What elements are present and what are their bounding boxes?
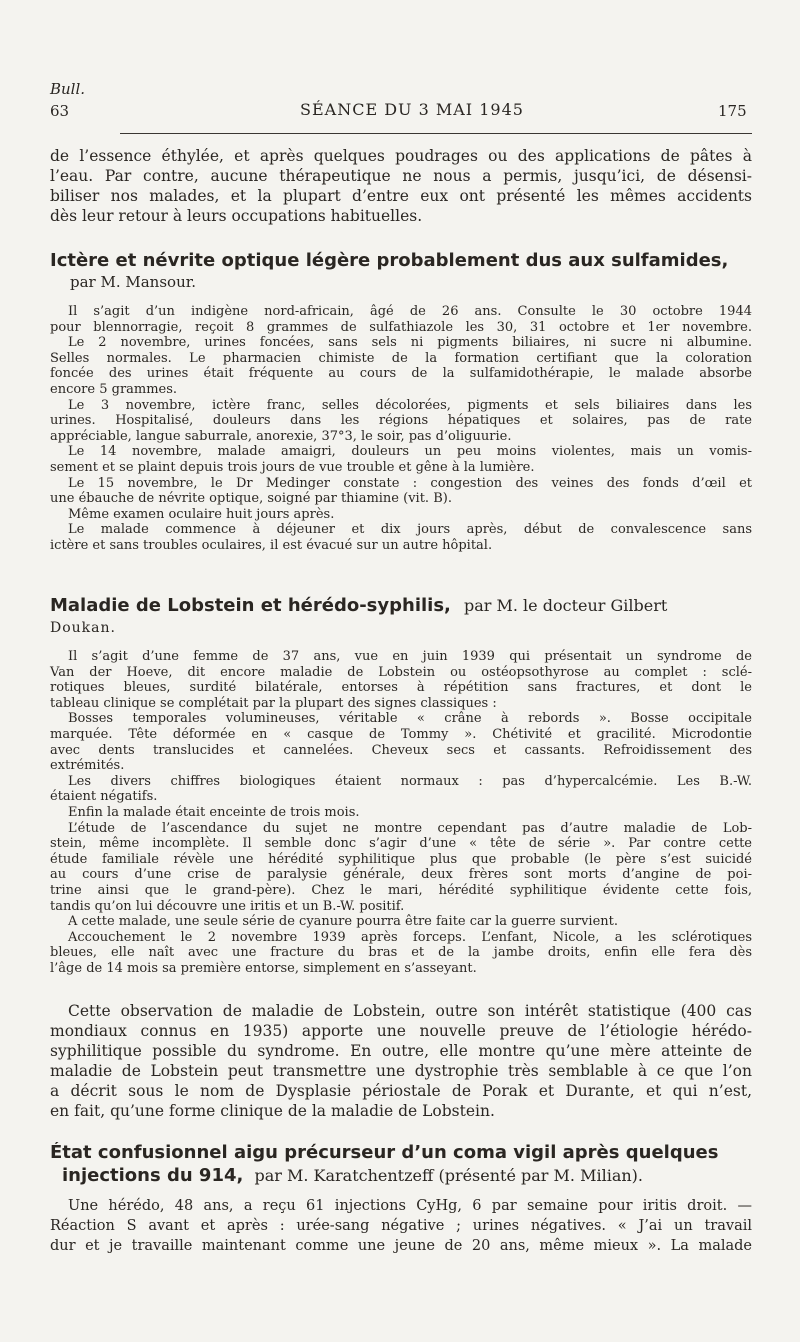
text-line: A cette malade, une seule série de cyanure pourra être faite car la guerre survient. [68, 914, 618, 930]
text-line: marquée. Tête déformée en « casque de Tommy ». Chétivité et gracilité. Microdontie [50, 726, 752, 742]
text-line: au cours d’une crise de paralysie générale, deux frères sont morts d’angine de poi- [50, 867, 752, 883]
text-line: tandis qu’on lui découvre une iritis et un B.-W. positif. [50, 898, 405, 914]
text-line: Accouchement le 2 novembre 1939 après forceps. L’enfant, Nicole, a les sclérotiques [68, 929, 752, 945]
text-line: foncée des urines était fréquente au cours de la sulfamidothérapie, le malade absorbe [50, 366, 752, 382]
text-line: Bosses temporales volumineuses, véritable « crâne à rebords ». Bosse occipitale [68, 711, 752, 727]
text-line: étaient négatifs. [50, 789, 158, 805]
text-line: stein, même incomplète. Il semble donc s’agir d’une « tête de série ». Par contre cette [50, 836, 752, 852]
header-rule [120, 133, 752, 134]
text-line: extrémités. [50, 758, 125, 774]
text-line: dès leur retour à leurs occupations habituelles. [50, 207, 423, 225]
text-line: sement et se plaint depuis trois jours de vue trouble et gêne à la lumière. [50, 459, 535, 475]
article-title: Ictère et névrite optique légère probablement dus aux sulfamides, [50, 250, 729, 271]
text-line: de l’essence éthylée, et après quelques poudrages ou des applications de pâtes à [50, 147, 752, 165]
page-number: 175 [718, 102, 747, 120]
text-line: rotiques bleues, surdité bilatérale, entorses à répétition sans fractures, et dont le [50, 680, 752, 696]
text-line: biliser nos malades, et la plupart d’entre eux ont présenté les mêmes accidents [50, 187, 752, 205]
text-line: avec dents translucides et cannelées. Cheveux secs et cassants. Refroidissement des [50, 742, 752, 758]
article-author-name: Doukan. [50, 620, 116, 636]
text-line: L’étude de l’ascendance du sujet ne montre cependant pas d’autre maladie de Lob- [68, 820, 752, 836]
text-line: l’âge de 14 mois sa première entorse, simplement en s’asseyant. [50, 960, 477, 976]
text-line: Il s’agit d’un indigène nord-africain, âgé de 26 ans. Consulte le 30 octobre 1944 [68, 304, 752, 319]
text-line: syphilitique possible du syndrome. En outre, elle montre qu’une mère atteinte de [50, 1042, 752, 1060]
conclusion-paragraph [50, 1001, 752, 1121]
text-line: Réaction S avant et après : urée-sang négative ; urines négatives. « J’ai un travail [50, 1218, 752, 1234]
article-heading [50, 595, 752, 616]
running-title: SÉANCE DU 3 MAI 1945 [300, 100, 524, 119]
text-line: bleues, elle naît avec une fracture du bras et de la jambe droits, enfin elle fera dès [50, 945, 752, 961]
text-line: ictère et sans troubles oculaires, il est évacué sur un autre hôpital. [50, 537, 493, 553]
text-line: Van der Hoeve, dit encore maladie de Lobstein ou ostéopsothyrose au complet : sclé- [50, 664, 752, 680]
text-line: Une hérédo, 48 ans, a reçu 61 injections CyHg, 6 par semaine pour iritis droit. — [68, 1198, 752, 1214]
text-line: encore 5 grammes. [50, 381, 178, 397]
text-line: Il s’agit d’une femme de 37 ans, vue en juin 1939 qui présentait un syndrome de [68, 649, 752, 664]
article-body [50, 304, 752, 554]
article-title-cont: injections du 914, [62, 1165, 244, 1186]
article-title: Maladie de Lobstein et hérédo-syphilis, [50, 595, 451, 616]
text-line: une ébauche de névrite optique, soigné par thiamine (vit. B). [50, 491, 452, 507]
intro-paragraph [50, 146, 752, 226]
text-line: en fait, qu’une forme clinique de la maladie de Lobstein. [50, 1102, 495, 1120]
text-line: Selles normales. Le pharmacien chimiste de la formation certifiant que la coloration [50, 350, 752, 366]
text-line: Cette observation de maladie de Lobstein, outre son intérêt statistique (400 cas [68, 1002, 752, 1020]
text-line: mondiaux connus en 1935) apporte une nouvelle preuve de l’étiologie hérédo- [50, 1022, 752, 1040]
text-line: pour blennorragie, reçoit 8 grammes de sulfathiazole les 30, 31 octobre et 1er novembre. [50, 319, 752, 335]
article-body [50, 1196, 752, 1256]
article-body [50, 649, 752, 976]
article-heading-line2 [62, 1165, 643, 1186]
text-line: Les divers chiffres biologiques étaient normaux : pas d’hypercalcémie. Les B.-W. [68, 773, 752, 789]
text-line: tableau clinique se complétait par la plupart des signes classiques : [50, 695, 497, 711]
article-author: par M. Karatchentzeff (présenté par M. Milian). [254, 1166, 643, 1185]
text-line: dur et je travaille maintenant comme une jeune de 20 ans, même mieux ». La malade [50, 1238, 752, 1254]
journal-abbrev: Bull. [50, 80, 86, 98]
text-line: Le 2 novembre, urines foncées, sans sels ni pigments biliaires, ni sucre ni albumine. [68, 335, 752, 351]
volume-number: 63 [50, 102, 70, 120]
article-title: État confusionnel aigu précurseur d’un coma vigil après quelques [50, 1142, 719, 1163]
text-line: maladie de Lobstein peut transmettre une dystrophie très semblable à ce que l’on [50, 1062, 752, 1080]
text-line: appréciable, langue saburrale, anorexie, 37°3, le soir, pas d’oliguurie. [50, 428, 512, 444]
text-line: urines. Hospitalisé, douleurs dans les régions hépatiques et solaires, pas de rate [50, 413, 752, 429]
text-line: Le 14 novembre, malade amaigri, douleurs un peu moins violentes, mais un vomis- [68, 444, 752, 460]
text-line: Enfin la malade était enceinte de trois mois. [68, 804, 360, 820]
text-line: trine ainsi que le grand-père). Chez le mari, hérédité syphilitique évidente cette fois, [50, 882, 752, 898]
article-author: par M. le docteur Gilbert [463, 596, 668, 615]
text-line: Le malade commence à déjeuner et dix jours après, début de convalescence sans [68, 522, 752, 538]
text-line: Même examen oculaire huit jours après. [68, 506, 335, 522]
text-line: étude familiale révèle une hérédité syphilitique plus que probable (le père s’est suicidé [50, 851, 752, 867]
text-line: a décrit sous le nom de Dysplasie périostale de Porak et Durante, et qui n’est, [50, 1082, 752, 1100]
text-line: Le 15 novembre, le Dr Medinger constate : congestion des veines des fonds d’œil et [68, 475, 752, 491]
text-line: Le 3 novembre, ictère franc, selles décolorées, pigments et sels biliaires dans les [68, 397, 752, 413]
text-line: l’eau. Par contre, aucune thérapeutique ne nous a permis, jusqu’ici, de désensi- [50, 167, 752, 185]
article-author: par M. Mansour. [70, 273, 197, 291]
